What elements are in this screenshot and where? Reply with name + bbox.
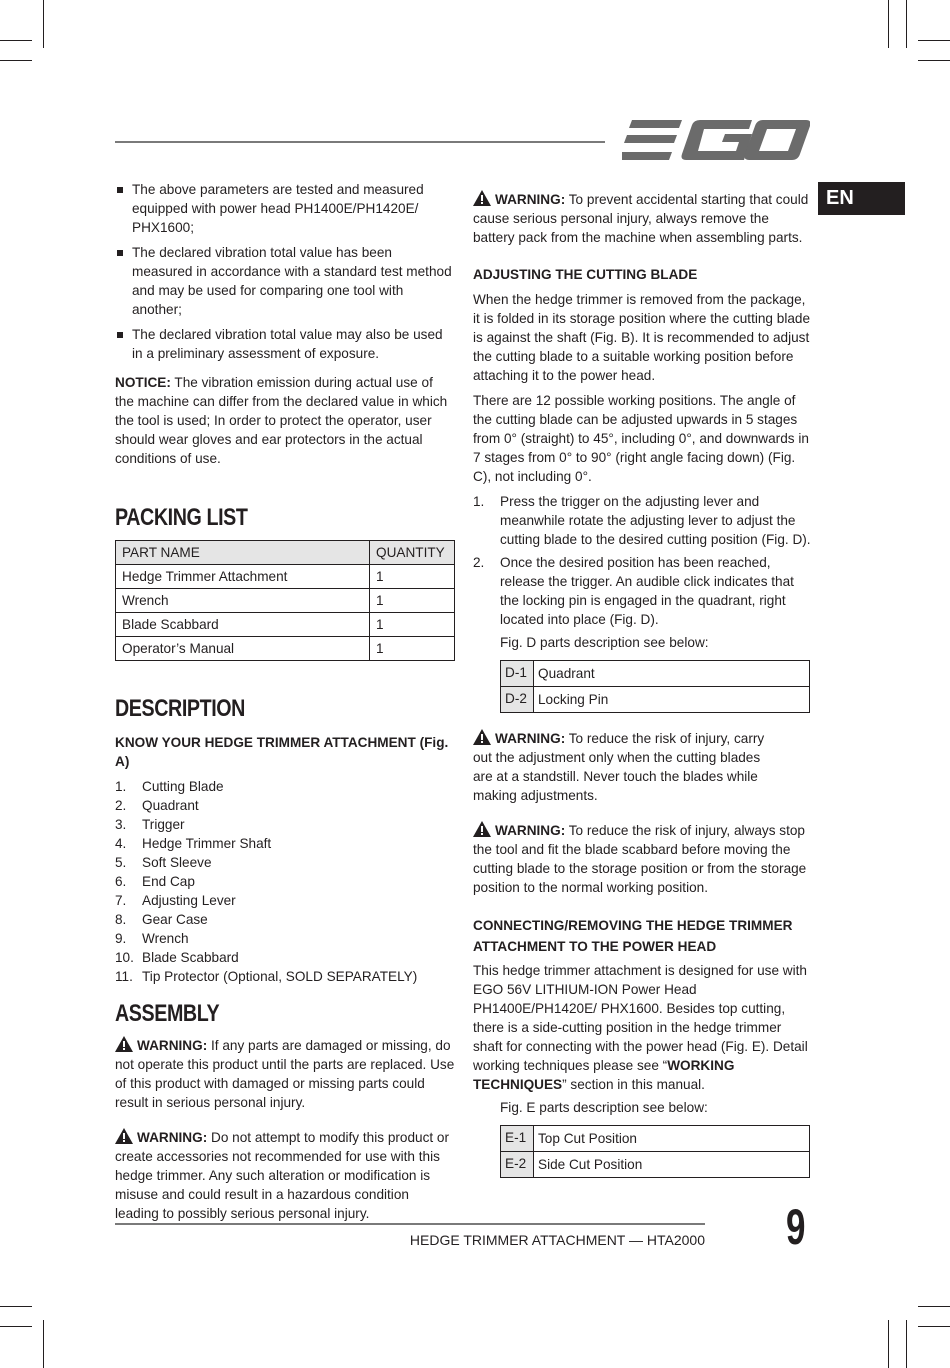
fig-e-table bbox=[500, 1125, 810, 1178]
warning-label: WARNING: bbox=[495, 192, 566, 207]
table-cell: Locking Pin bbox=[534, 687, 810, 713]
list-item: 1. Press the trigger on the adjusting lever and meanwhile rotate the adjusting lever to adjust the cutting blade to the desired cutting position (Fig. D). bbox=[473, 494, 811, 547]
connecting-paragraph: This hedge trimmer attachment is designed for use with EGO 56V LITHIUM-ION Power Head PH1400E/PH1420E/ PHX1600. Besides top cutting, there is a side-cutting position in the hedge trimmer shaft for connecting with the power head (Fig. E). Detail working techniques please see “WORKING TECHNIQUES” section in this manual. bbox=[473, 963, 808, 1092]
footer-rule bbox=[115, 1223, 705, 1225]
header-cell: QUANTITY bbox=[370, 541, 455, 565]
header-cell: PART NAME bbox=[116, 541, 370, 565]
table-row bbox=[116, 637, 455, 661]
spec-notes-list bbox=[115, 180, 455, 363]
table-row bbox=[116, 613, 455, 637]
right-column bbox=[473, 190, 811, 1178]
table-cell: Top Cut Position bbox=[534, 1126, 810, 1152]
warning-label: WARNING: bbox=[495, 731, 566, 746]
crop-mark bbox=[918, 60, 950, 61]
warning-triangle-icon bbox=[473, 821, 491, 837]
warning-label: WARNING: bbox=[495, 823, 566, 838]
parts-list bbox=[115, 777, 455, 986]
assembly-heading: ASSEMBLY bbox=[115, 1000, 220, 1027]
warning-text: To reduce the risk of injury, always stop the tool and fit the blade scabbard before moving the cutting blade to the storage position or from the storage position to the normal working position. bbox=[473, 823, 807, 895]
table-row bbox=[501, 687, 810, 713]
crop-mark bbox=[0, 40, 32, 41]
table-cell: 1 bbox=[370, 613, 455, 637]
list-item: 8. Gear Case bbox=[115, 912, 208, 927]
table-cell: Hedge Trimmer Attachment bbox=[116, 565, 370, 589]
fig-d-table bbox=[500, 660, 810, 713]
table-cell: E-1 bbox=[501, 1126, 534, 1152]
warning-text: Do not attempt to modify this product or create accessories not recommended for use with this hedge trimmer. Any such alteration or modification is misuse and could result in a hazardous condition leading to possibly serious personal injury. bbox=[115, 1130, 450, 1221]
warning-triangle-icon bbox=[473, 190, 491, 206]
table-row bbox=[116, 589, 455, 613]
table-cell: Quadrant bbox=[534, 661, 810, 687]
page-number: 9 bbox=[786, 1199, 806, 1255]
warning-paragraph bbox=[115, 1128, 455, 1223]
crop-mark bbox=[888, 1320, 889, 1368]
warning-paragraph bbox=[115, 1036, 455, 1112]
footer-title: HEDGE TRIMMER ATTACHMENT — HTA2000 bbox=[409, 1232, 705, 1248]
list-item: The above parameters are tested and measured equipped with power head PH1400E/PH1420E/ PHX1600; bbox=[115, 180, 455, 237]
crop-mark bbox=[0, 60, 32, 61]
warning-paragraph bbox=[473, 190, 811, 247]
list-item: 3. Trigger bbox=[115, 817, 185, 832]
warning-triangle-icon bbox=[115, 1036, 133, 1052]
header-rule bbox=[115, 141, 605, 143]
description-heading: DESCRIPTION bbox=[115, 695, 245, 722]
table-cell: 1 bbox=[370, 565, 455, 589]
list-item: 5. Soft Sleeve bbox=[115, 855, 212, 870]
table-cell: Side Cut Position bbox=[534, 1152, 810, 1178]
crop-mark bbox=[43, 0, 44, 48]
packing-list-heading: PACKING LIST bbox=[115, 504, 248, 531]
crop-mark bbox=[906, 1320, 907, 1368]
table-row bbox=[501, 1152, 810, 1178]
crop-mark bbox=[918, 1306, 950, 1307]
list-item: 10. Blade Scabbard bbox=[115, 950, 239, 965]
table-row bbox=[116, 565, 455, 589]
table-row bbox=[501, 661, 810, 687]
table-cell: D-2 bbox=[501, 687, 534, 713]
table-cell: 1 bbox=[370, 637, 455, 661]
crop-mark bbox=[906, 0, 907, 48]
left-column bbox=[115, 180, 455, 1233]
notice-text: The vibration emission during actual use of the machine can differ from the declared value in which the tool is used; In order to protect the operator, user should wear gloves and ear protectors in the actual conditions of use. bbox=[115, 375, 448, 466]
fig-e-caption: Fig. E parts description see below: bbox=[500, 1100, 708, 1115]
crop-mark bbox=[918, 40, 950, 41]
table-header-row bbox=[116, 541, 455, 565]
table-cell: Operator’s Manual bbox=[116, 637, 370, 661]
adjusting-paragraph: There are 12 possible working positions. The angle of the cutting blade can be adjusted upwards in 5 stages from 0° (straight) to 45°, including 0°, and downwards in 7 stages from 0° to 90° (right angle facing down) (Fig. C), not including 0°. bbox=[473, 393, 809, 484]
list-item: The declared vibration total value may also be used in a preliminary assessment of exposure. bbox=[115, 325, 455, 363]
warning-text: To reduce the risk of injury, carry out the adjustment only when the cutting blades are at a standstill. Never touch the blades while making adjustments. bbox=[473, 731, 765, 803]
crop-mark bbox=[888, 0, 889, 48]
table-cell: Blade Scabbard bbox=[116, 613, 370, 637]
packing-table bbox=[115, 540, 455, 661]
adjusting-heading: ADJUSTING THE CUTTING BLADE bbox=[473, 267, 698, 282]
warning-label: WARNING: bbox=[137, 1038, 208, 1053]
table-row bbox=[501, 1126, 810, 1152]
language-tab: EN bbox=[818, 182, 905, 215]
list-item: 7. Adjusting Lever bbox=[115, 893, 236, 908]
warning-paragraph bbox=[473, 729, 783, 805]
adjusting-paragraph: When the hedge trimmer is removed from the package, it is folded in its storage position where the cutting blade is against the shaft (Fig. B). It is recommended to adjust the cutting blade to a suitable working position before attaching it to the power head. bbox=[473, 292, 811, 383]
crop-mark bbox=[0, 1306, 32, 1307]
warning-paragraph bbox=[473, 821, 811, 897]
list-item: 4. Hedge Trimmer Shaft bbox=[115, 836, 272, 851]
list-item: 9. Wrench bbox=[115, 931, 189, 946]
warning-triangle-icon bbox=[115, 1128, 133, 1144]
list-item: 2. Quadrant bbox=[115, 798, 199, 813]
list-item: 1. Cutting Blade bbox=[115, 779, 224, 794]
list-item: 6. End Cap bbox=[115, 874, 195, 889]
crop-mark bbox=[0, 1326, 32, 1327]
steps-list bbox=[473, 492, 811, 629]
table-cell: E-2 bbox=[501, 1152, 534, 1178]
working-techniques-ref: WORKING TECHNIQUES bbox=[473, 1058, 735, 1092]
warning-text: To prevent accidental starting that could cause serious personal injury, always remove the battery pack from the machine when assembling parts. bbox=[473, 192, 809, 245]
notice-paragraph bbox=[115, 373, 455, 468]
fig-d-caption: Fig. D parts description see below: bbox=[500, 635, 709, 650]
table-cell: D-1 bbox=[501, 661, 534, 687]
ego-logo bbox=[622, 120, 810, 160]
table-cell: 1 bbox=[370, 589, 455, 613]
warning-triangle-icon bbox=[473, 729, 491, 745]
crop-mark bbox=[918, 1326, 950, 1327]
know-your-heading: KNOW YOUR HEDGE TRIMMER ATTACHMENT (Fig. A) bbox=[115, 735, 449, 769]
list-item: 2. Once the desired position has been reached, release the trigger. An audible click indicates that the locking pin is engaged in the quadrant, right located into place (Fig. D). bbox=[473, 555, 794, 627]
notice-label: NOTICE: bbox=[115, 375, 171, 390]
warning-text: If any parts are damaged or missing, do not operate this product until the parts are replaced. Use of this product with damaged or missing parts could result in serious personal injury. bbox=[115, 1038, 455, 1110]
list-item: The declared vibration total value has been measured in accordance with a standard test method and may be used for comparing one tool with another; bbox=[115, 243, 455, 319]
list-item: 11. Tip Protector (Optional, SOLD SEPARATELY) bbox=[115, 969, 418, 984]
crop-mark bbox=[43, 1320, 44, 1368]
connecting-heading: CONNECTING/REMOVING THE HEDGE TRIMMER ATTACHMENT TO THE POWER HEAD bbox=[473, 918, 793, 954]
table-cell: Wrench bbox=[116, 589, 370, 613]
warning-label: WARNING: bbox=[137, 1130, 208, 1145]
